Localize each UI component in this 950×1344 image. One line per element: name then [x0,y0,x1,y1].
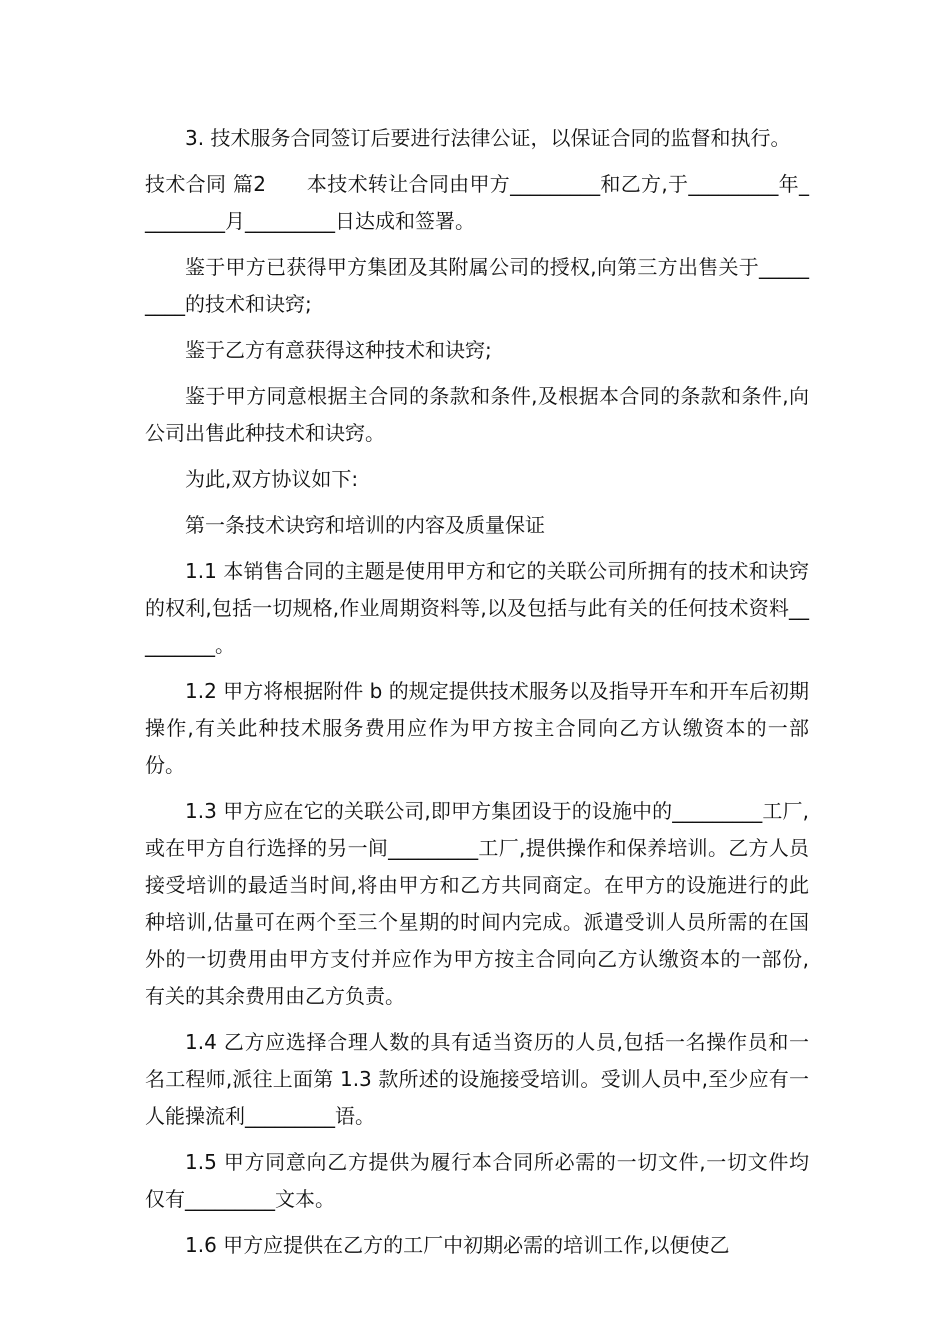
paragraph-contract-intro: 技术合同 篇2 本技术转让合同由甲方_________和乙方,于_________年_________月_________日达成和签署。 [145,172,809,233]
paragraph-clause-3: 3. 技术服务合同签订后要进行法律公证，以保证合同的监督和执行。 [185,126,791,150]
clause-1-1: 1.1 本销售合同的主题是使用甲方和它的关联公司所拥有的技术和诀窍的权利,包括一切规格,作业周期资料等,以及包括与此有关的任何技术资料_________。 [145,559,809,657]
paragraph-whereas-2: 鉴于乙方有意获得这种技术和诀窍; [185,338,492,362]
clause-1-2: 1.2 甲方将根据附件 b 的规定提供技术服务以及指导开车和开车后初期操作,有关此种技术服务费用应作为甲方按主合同向乙方认缴资本的一部份。 [145,679,809,777]
clause-1-5: 1.5 甲方同意向乙方提供为履行本合同所必需的一切文件,一切文件均仅有_________文本。 [145,1150,809,1211]
paragraph-whereas-1: 鉴于甲方已获得甲方集团及其附属公司的授权,向第三方出售关于_________的技术和诀窍; [145,255,809,316]
paragraph-agreement: 为此,双方协议如下: [185,467,359,491]
clause-1-6: 1.6 甲方应提供在乙方的工厂中初期必需的培训工作,以便使乙 [185,1233,730,1257]
paragraph-whereas-3: 鉴于甲方同意根据主合同的条款和条件,及根据本合同的条款和条件,向公司出售此种技术和诀窍。 [145,384,809,445]
article-1-heading: 第一条技术诀窍和培训的内容及质量保证 [185,513,545,537]
document-page [145,120,809,1273]
clause-1-4: 1.4 乙方应选择合理人数的具有适当资历的人员,包括一名操作员和一名工程师,派往上面第 1.3 款所述的设施接受培训。受训人员中,至少应有一人能操流利_________语。 [145,1030,809,1128]
clause-1-3: 1.3 甲方应在它的关联公司,即甲方集团设于的设施中的_________工厂,或在甲方自行选择的另一间_________工厂,提供操作和保养培训。乙方人员接受培训的最适当时间,将由甲方和乙方共同商定。在甲方的设施进行的此种培训,估量可在两个至三个星期的时间内完成。派遣受训人员所需的在国外的一切费用由甲方支付并应作为甲方按主合同向乙方认缴资本的一部份,有关的其余费用由乙方负责。 [145,799,809,1008]
